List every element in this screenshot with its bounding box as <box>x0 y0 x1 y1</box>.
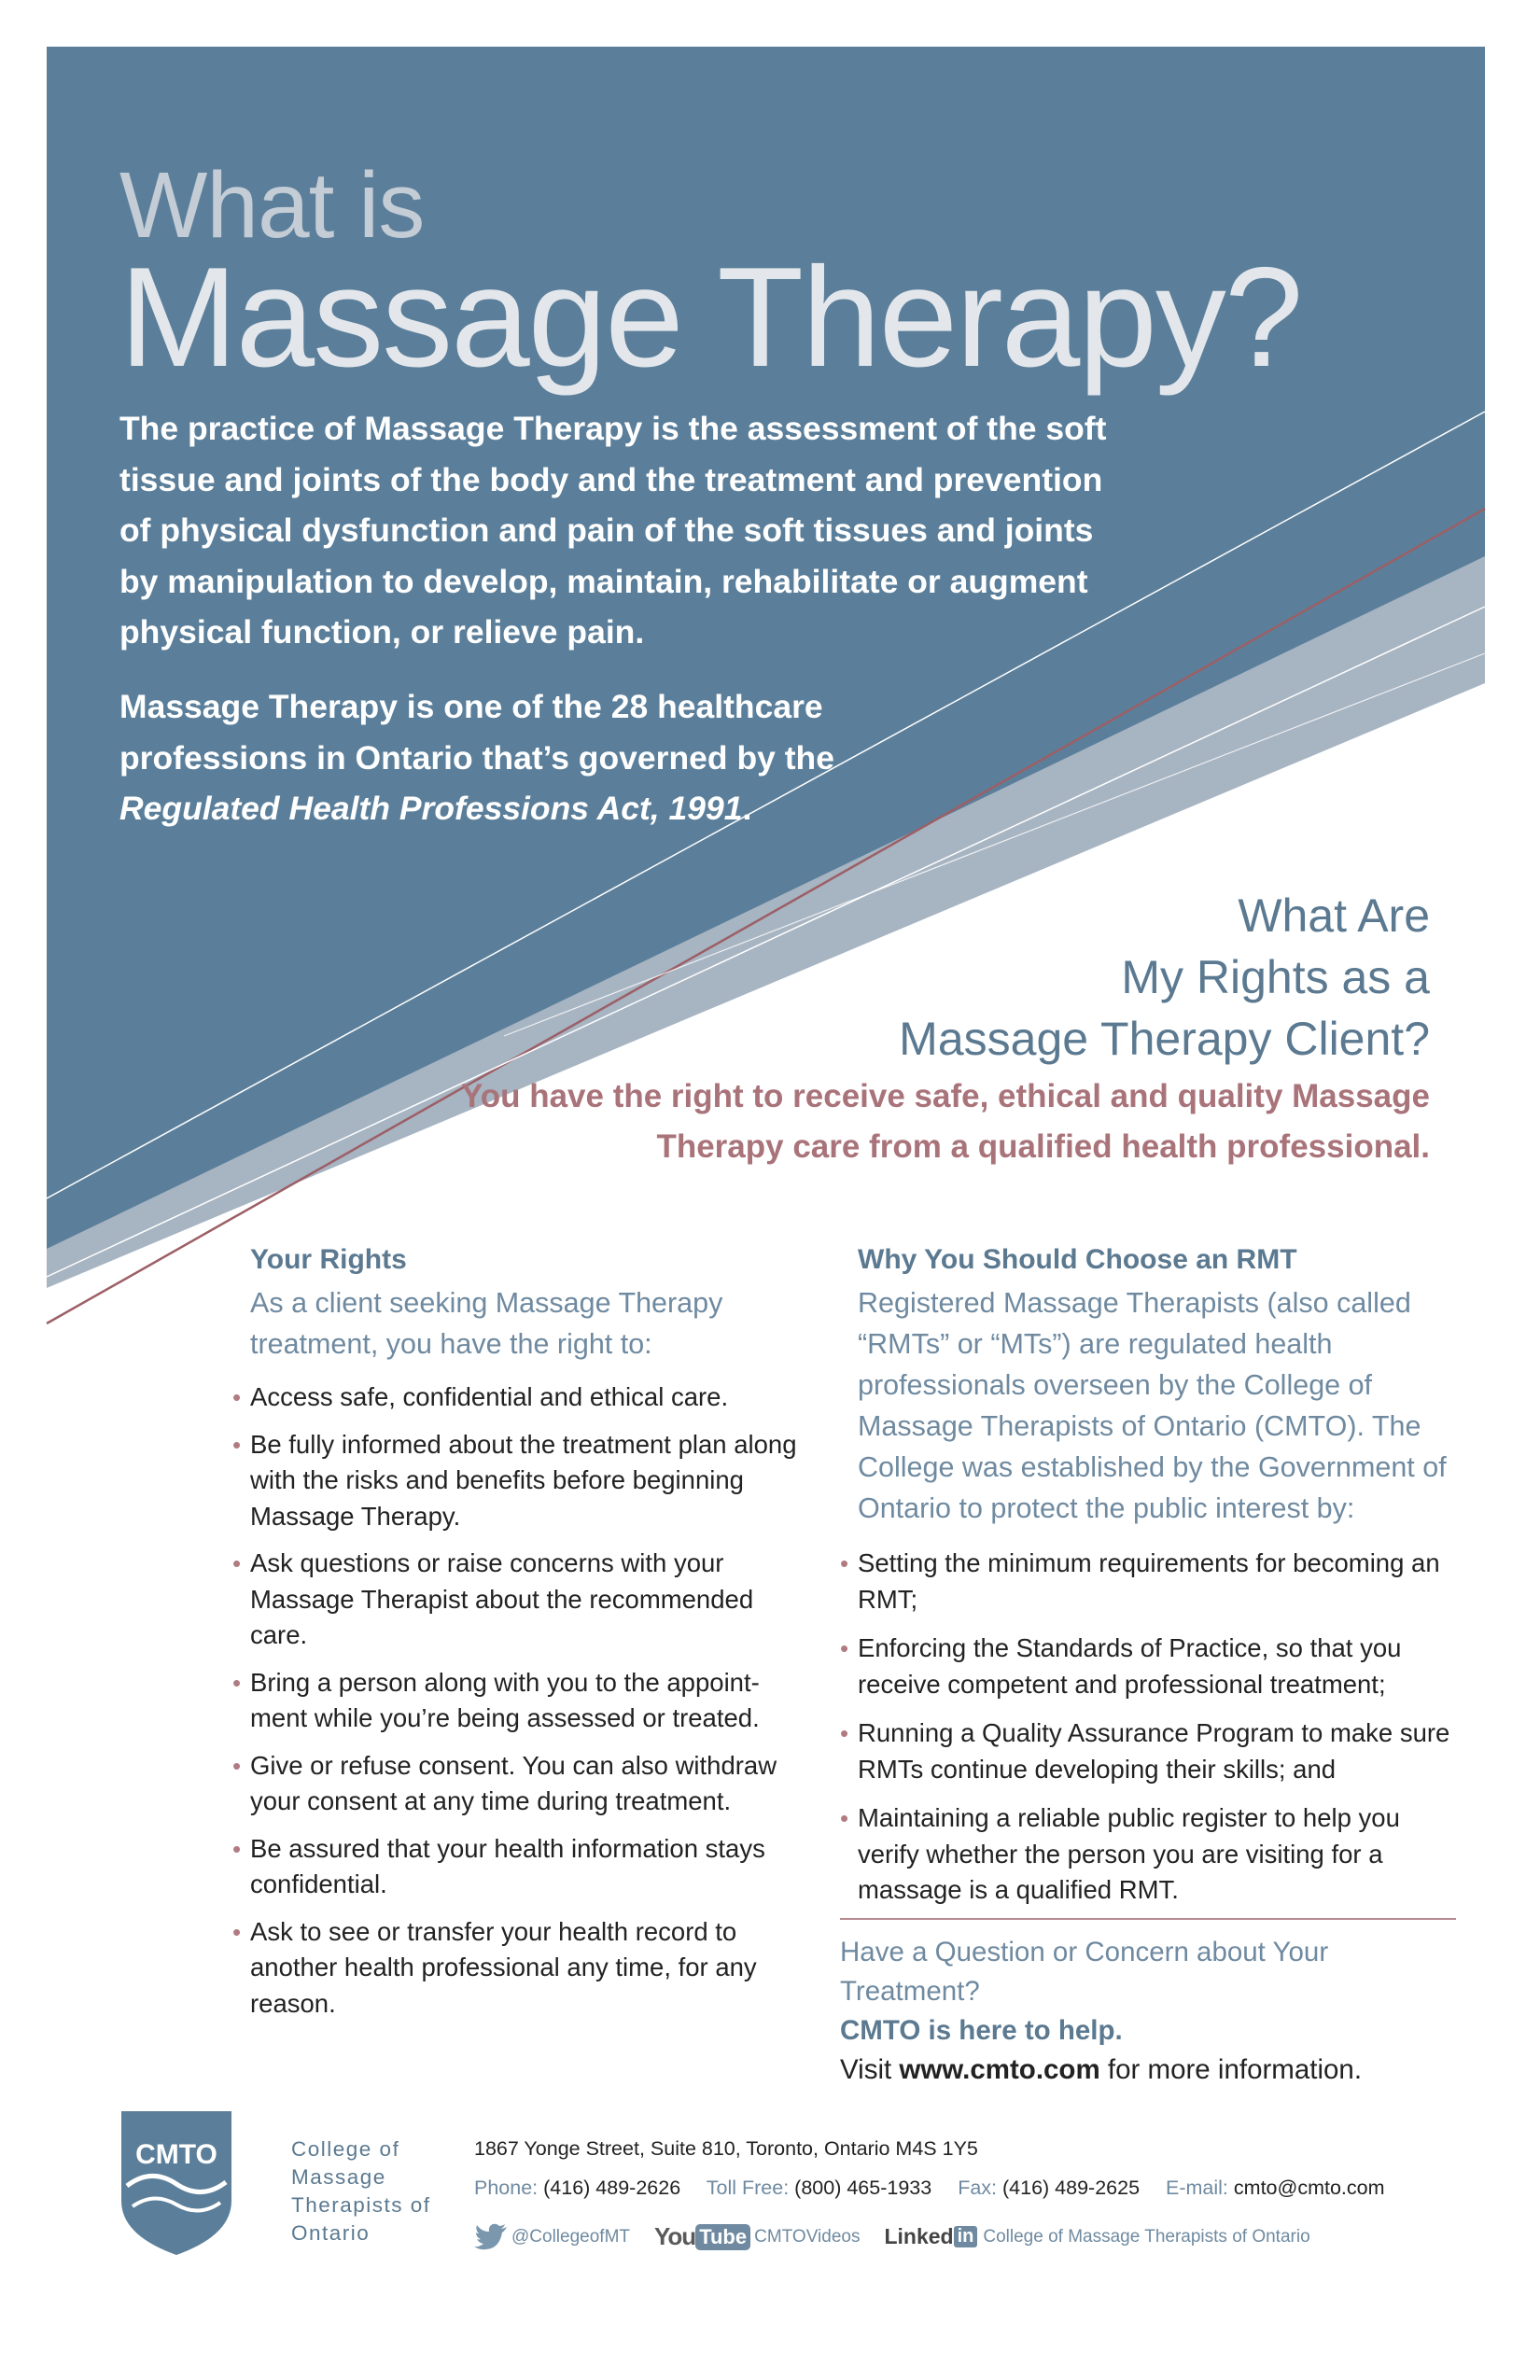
list-item <box>232 1546 810 1654</box>
linkedin-wordmark: Linked <box>884 2224 954 2248</box>
linkedin-icon: in <box>954 2226 978 2247</box>
bullet-icon: • <box>232 1430 242 1459</box>
list-item <box>232 1914 810 2023</box>
fax-number: (416) 489-2625 <box>1002 2177 1141 2199</box>
rights-heading <box>590 885 1430 1070</box>
bullet-icon: • <box>840 1804 849 1832</box>
list-item-text: Be assured that your health information stays confidential. <box>250 1833 765 1898</box>
cta-visit-prefix: Visit <box>840 2054 900 2085</box>
logo-text: CMTO <box>135 2139 217 2170</box>
linkedin-name[interactable]: College of Massage Therapists of Ontario <box>983 2226 1310 2247</box>
list-item-text: Running a Quality Assurance Program to make sure RMTs continue developing their skills; and <box>858 1718 1450 1784</box>
cta-visit <box>840 2051 1475 2090</box>
tollfree-label: Toll Free: <box>706 2177 790 2199</box>
your-rights-section <box>232 1241 810 2033</box>
contact-line <box>474 2177 1385 2200</box>
bullet-icon: • <box>232 1383 242 1411</box>
cta-divider <box>840 1918 1456 1920</box>
phone-number[interactable]: (416) 489-2626 <box>543 2177 681 2199</box>
governance-paragraph <box>119 681 866 834</box>
list-item-text: Access safe, confidential and ethical care. <box>250 1382 729 1411</box>
tollfree-number[interactable]: (800) 465-1933 <box>794 2177 932 2199</box>
bullet-icon: • <box>232 1668 242 1697</box>
rights-heading-line: Massage Therapy Client? <box>899 1013 1430 1065</box>
list-item <box>840 1800 1455 1909</box>
youtube-channel[interactable]: CMTOVideos <box>754 2226 861 2247</box>
bullet-icon: • <box>232 1751 242 1780</box>
list-item <box>840 1631 1455 1702</box>
college-name-line: Massage <box>291 2165 386 2189</box>
governance-lead: Massage Therapy is one of the 28 healthcare professions in Ontario that’s governed by the <box>119 688 834 777</box>
your-rights-list <box>232 1379 810 2022</box>
youtube-wordmark: You <box>654 2222 696 2250</box>
college-name-line: Ontario <box>291 2221 371 2245</box>
bullet-icon: • <box>840 1634 849 1662</box>
email-label: E-mail: <box>1166 2177 1228 2199</box>
list-item-text: Be fully informed about the treatment plan along with the risks and benefits before beginning Massage Therapy. <box>250 1429 797 1531</box>
rights-lead: You have the right to receive safe, ethical and quality Massage Therapy care from a qualified health professional. <box>460 1078 1430 1165</box>
your-rights-intro: As a client seeking Massage Therapy treatment, you have the right to: <box>250 1287 723 1360</box>
page-title: Massage Therapy? <box>119 238 1302 397</box>
why-rmt-list <box>840 1546 1455 1909</box>
youtube-icon: Tube <box>695 2224 750 2250</box>
cta-question: Have a Question or Concern about Your Treatment? <box>840 1937 1329 2007</box>
cmto-logo <box>119 2109 233 2257</box>
bullet-icon: • <box>840 1549 849 1577</box>
cta-block <box>840 1933 1475 2090</box>
rights-heading-line: What Are <box>1238 889 1430 942</box>
twitter-handle[interactable]: @CollegeofMT <box>511 2226 630 2247</box>
bullet-icon: • <box>232 1549 242 1577</box>
college-name-line: College of <box>291 2137 400 2161</box>
list-item-text: Give or refuse consent. You can also withdraw your consent at any time during treatment. <box>250 1750 777 1815</box>
list-item-text: Setting the minimum requirements for becoming an RMT; <box>858 1548 1440 1614</box>
list-item <box>232 1427 810 1535</box>
college-name-line: Therapists of <box>291 2193 431 2217</box>
bullet-icon: • <box>232 1917 242 1946</box>
bullet-icon: • <box>840 1719 849 1747</box>
twitter-icon[interactable] <box>474 2223 508 2251</box>
list-item <box>840 1715 1455 1787</box>
governance-end: . <box>742 790 752 827</box>
social-links <box>474 2222 1310 2251</box>
fax-label: Fax: <box>958 2177 998 2199</box>
why-rmt-intro: Registered Massage Therapists (also called “RMTs” or “MTs”) are regulated health professionals overseen by the College of Massage Therapists of Ontario (CMTO). The College was established by the Government of Ontario to protect the public interest by: <box>858 1287 1447 1524</box>
why-rmt-heading: Why You Should Choose an RMT <box>858 1244 1297 1275</box>
list-item-text: Ask questions or raise concerns with your Massage Therapist about the recommended care. <box>250 1548 754 1649</box>
bullet-icon: • <box>232 1834 242 1863</box>
title-prefix: What is <box>119 153 425 258</box>
cta-help: CMTO is here to help. <box>840 2015 1123 2046</box>
college-name <box>291 2135 431 2247</box>
email-link[interactable]: cmto@cmto.com <box>1233 2177 1385 2199</box>
list-item-text: Maintaining a reliable public register to help you verify whether the person you are visiting for a massage is a qualified RMT. <box>858 1803 1400 1904</box>
phone-label: Phone: <box>474 2177 539 2199</box>
website-link[interactable]: www.cmto.com <box>899 2054 1100 2085</box>
list-item <box>840 1546 1455 1617</box>
list-item <box>232 1665 810 1737</box>
your-rights-heading: Your Rights <box>250 1244 407 1275</box>
why-rmt-section <box>840 1241 1455 1922</box>
list-item <box>232 1748 810 1820</box>
rights-heading-line: My Rights as a <box>1121 951 1430 1003</box>
cta-visit-suffix: for more information. <box>1099 2054 1363 2085</box>
list-item-text: Enforcing the Standards of Practice, so that you receive competent and professional treatment; <box>858 1633 1402 1699</box>
list-item-text: Ask to see or transfer your health record to another health professional any time, for any reason. <box>250 1916 757 2018</box>
list-item <box>232 1831 810 1903</box>
list-item-text: Bring a person along with you to the appoint-ment while you’re being assessed or treated. <box>250 1667 760 1732</box>
act-name: Regulated Health Professions Act, 1991 <box>119 790 743 827</box>
address: 1867 Yonge Street, Suite 810, Toronto, Ontario M4S 1Y5 <box>474 2137 978 2160</box>
list-item <box>232 1379 810 1416</box>
intro-paragraph: The practice of Massage Therapy is the assessment of the soft tissue and joints of the body and the treatment and prevention of physical dysfunction and pain of the soft tissues and joints by manipulation to develop, maintain, rehabilitate or augment physical function, or relieve pain. <box>119 410 1107 651</box>
